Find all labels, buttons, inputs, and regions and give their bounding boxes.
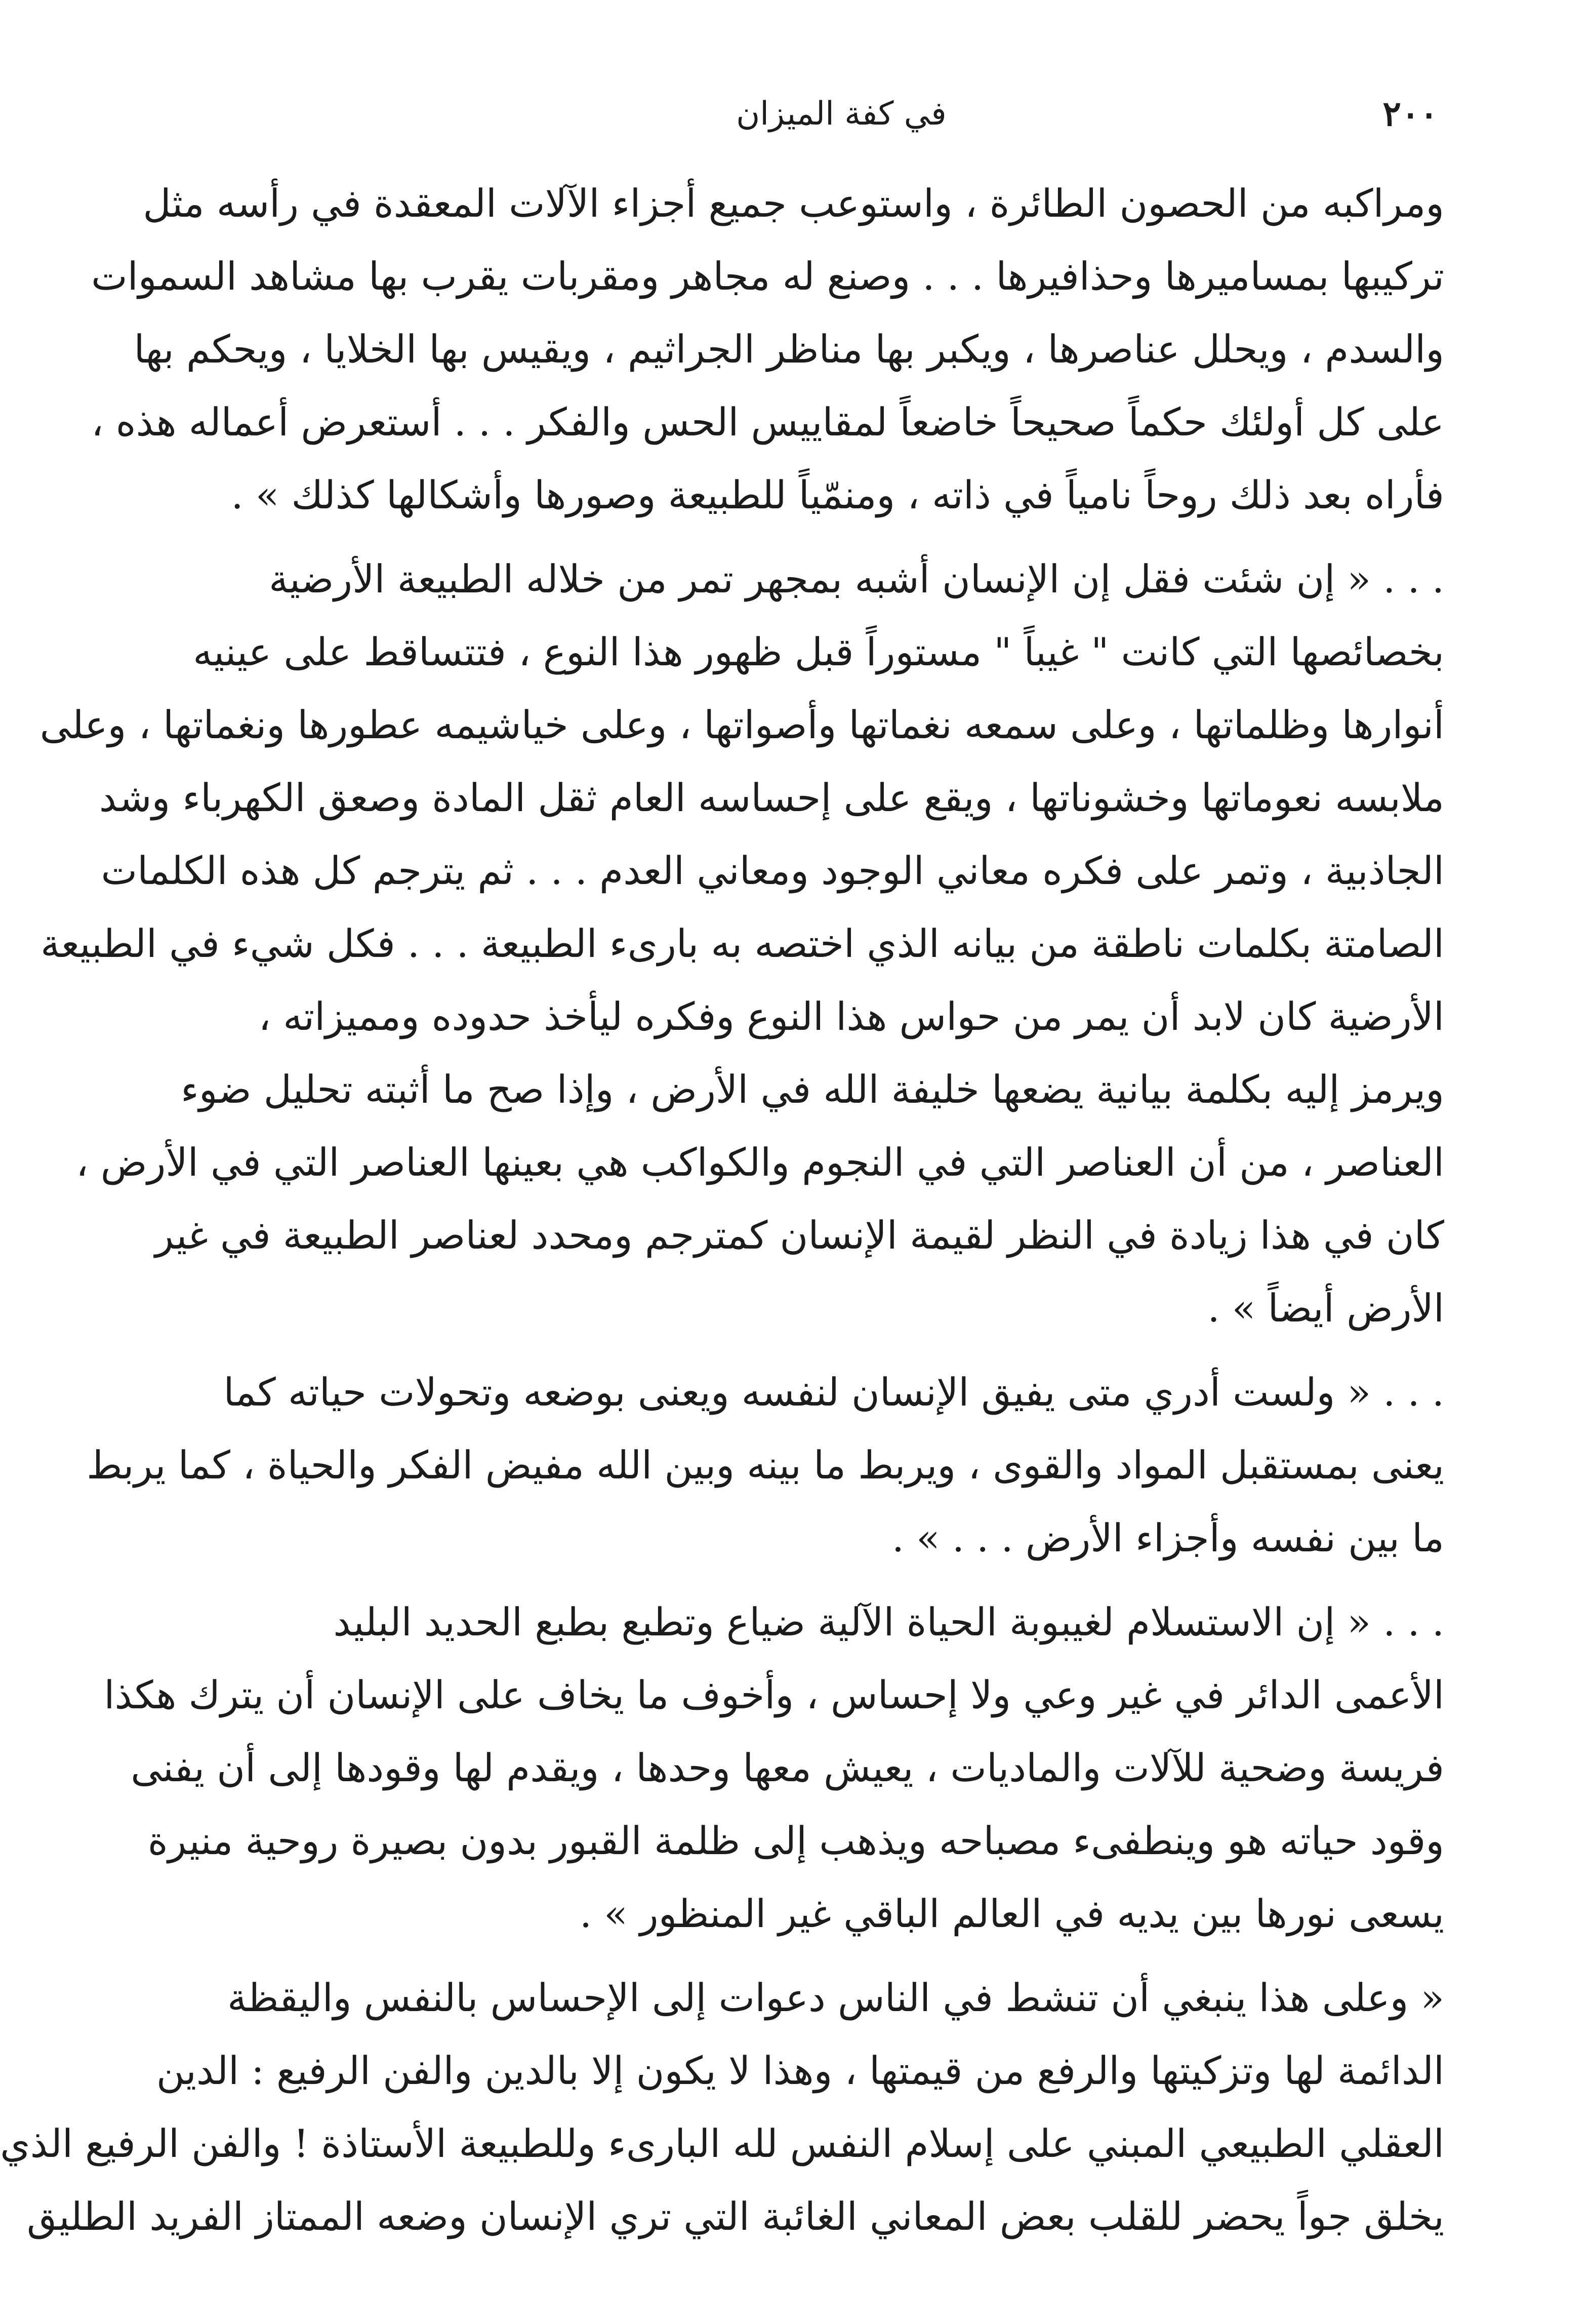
paragraph-3 (87, 1356, 1444, 1575)
text-line: على كل أولئك حكماً صحيحاً خاضعاً لمقاييس الحس والفكر . . . أستعرض أعماله هذه ، (91, 399, 1444, 445)
text-line: العقلي الطبيعي المبني على إسلام النفس لله البارىء وللطبيعة الأستاذة ! والفن الرفيع الذي (0, 2121, 1444, 2166)
text-line: الصامتة بكلمات ناطقة من بيانه الذي اختصه به بارىء الطبيعة . . . فكل شيء في الطبيعة (40, 921, 1444, 966)
text-line: ما بين نفسه وأجزاء الأرض . . . » . (891, 1515, 1444, 1560)
text-line: « وعلى هذا ينبغي أن تنشط في الناس دعوات إلى الإحساس بالنفس واليقظة (227, 1975, 1444, 2020)
text-line: كان في هذا زيادة في النظر لقيمة الإنسان كمترجم ومحدد لعناصر الطبيعة في غير (155, 1213, 1444, 1258)
text-line: فأراه بعد ذلك روحاً نامياً في ذاته ، ومنمّياً للطبيعة وصورها وأشكالها كذلك » . (231, 472, 1444, 517)
text-line: بخصائصها التي كانت " غيباً " مستوراً قبل ظهور هذا النوع ، فتتساقط على عينيه (193, 629, 1444, 674)
text-line: يخلق جواً يحضر للقلب بعض المعاني الغائبة التي تري الإنسان وضعه الممتاز الفريد الطليق (26, 2194, 1444, 2239)
paragraph-1 (91, 167, 1444, 532)
text-line: الدائمة لها وتزكيتها والرفع من قيمتها ، وهذا لا يكون إلا بالدين والفن الرفيع : الدين (156, 2048, 1444, 2093)
text-line: الأرض أيضاً » . (1207, 1286, 1444, 1331)
text-line: يعنى بمستقبل المواد والقوى ، ويربط ما بينه وبين الله مفيض الفكر والحياة ، كما يربط (87, 1443, 1444, 1488)
text-line: والسدم ، ويحلل عناصرها ، ويكبر بها مناظر الجراثيم ، ويقيس بها الخلايا ، ويحكم بها (134, 327, 1444, 372)
text-line: . . . « ولست أدري متى يفيق الإنسان لنفسه ويعنى بوضعه وتحولات حياته كما (223, 1370, 1444, 1415)
page-number: ٢٠٠ (1382, 94, 1438, 134)
paragraph-4 (104, 1586, 1444, 1950)
text-line: يسعى نورها بين يديه في العالم الباقي غير المنظور » . (579, 1891, 1444, 1936)
text-line: أنوارها وظلماتها ، وعلى سمعه نغماتها وأصواتها ، وعلى خياشيمه عطورها ونغماتها ، وعلى (39, 702, 1444, 747)
body-text (0, 167, 1444, 2253)
paragraph-2 (39, 543, 1444, 1345)
text-line: وقود حياته هو وينطفىء مصباحه ويذهب إلى ظلمة القبور بدون بصيرة روحية منيرة (147, 1818, 1444, 1863)
text-line: العناصر ، من أن العناصر التي في النجوم والكواكب هي بعينها العناصر التي في الأرض ، (76, 1140, 1444, 1185)
text-line: فريسة وضحية للآلات والماديات ، يعيش معها وحدها ، ويقدم لها وقودها إلى أن يفنى (131, 1745, 1444, 1790)
paragraph-5 (0, 1961, 1444, 2253)
text-line: تركيبها بمساميرها وحذافيرها . . . وصنع له مجاهر ومقربات يقرب بها مشاهد السموات (91, 254, 1444, 299)
text-line: الجاذبية ، وتمر على فكره معاني الوجود ومعاني العدم . . . ثم يترجم كل هذه الكلمات (101, 848, 1444, 893)
page-header (244, 76, 1438, 142)
text-line: الأعمى الدائر في غير وعي ولا إحساس ، وأخوف ما يخاف على الإنسان أن يترك هكذا (104, 1672, 1444, 1717)
text-line: ملابسه نعوماتها وخشوناتها ، ويقع على إحساسه العام ثقل المادة وصعق الكهرباء وشد (99, 775, 1444, 820)
text-line: . . . « إن شئت فقل إن الإنسان أشبه بمجهر تمر من خلاله الطبيعة الأرضية (269, 556, 1444, 602)
running-title: في كفة الميزان (736, 95, 947, 133)
text-line: ومراكبه من الحصون الطائرة ، واستوعب جميع أجزاء الآلات المعقدة في رأسه مثل (143, 181, 1444, 226)
text-line: . . . « إن الاستسلام لغيبوبة الحياة الآلية ضياع وتطبع بطبع الحديد البليد (333, 1599, 1444, 1645)
text-line: الأرضية كان لابد أن يمر من حواس هذا النوع وفكره ليأخذ حدوده ومميزاته ، (258, 994, 1444, 1039)
text-line: ويرمز إليه بكلمة بيانية يضعها خليفة الله في الأرض ، وإذا صح ما أثبته تحليل ضوء (181, 1067, 1444, 1112)
